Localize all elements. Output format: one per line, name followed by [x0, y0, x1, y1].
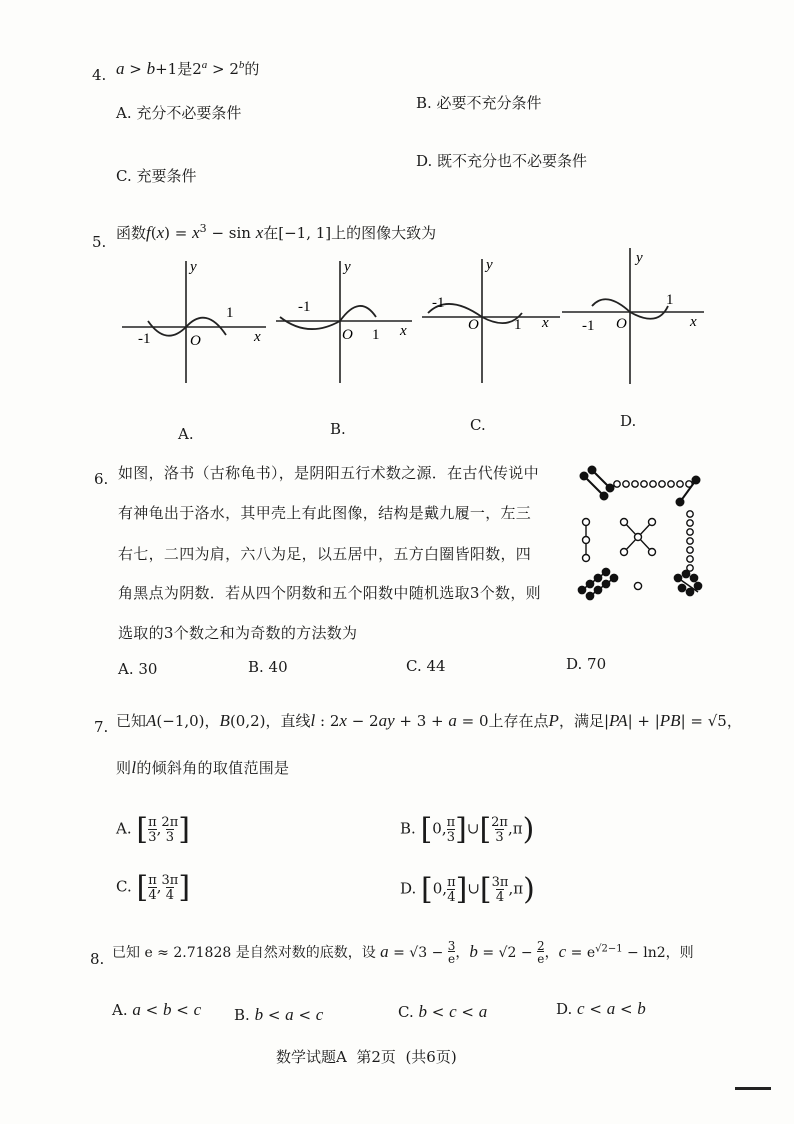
luoshu-figure: [572, 462, 722, 607]
svg-text:O: O: [342, 327, 353, 343]
q7-line-1: 已知A(−1,0)，B(0,2)，直线l : 2x − 2ay + 3 + a = 0上存在点P，满足|PA| + |PB| = √5，: [116, 711, 742, 730]
svg-text:O: O: [190, 333, 201, 349]
q4-number: 4.: [92, 66, 107, 84]
q6-line-5: 选取的3个数之和为奇数的方法数为: [118, 624, 358, 642]
svg-text:O: O: [616, 316, 627, 332]
q6-line-2: 有神龟出于洛水，其甲壳上有此图像，结构是戴九履一，左三: [118, 504, 532, 522]
footer-mark: [735, 1087, 771, 1090]
svg-text:y: y: [486, 257, 493, 273]
graph-a: [118, 255, 278, 390]
graph-b: [272, 255, 422, 390]
q8-option-d: D. c < a < b: [556, 999, 646, 1018]
page-footer: 数学试题A 第2页 (共6页): [276, 1048, 457, 1066]
svg-text:1: 1: [226, 305, 234, 321]
q6-option-a: A. 30: [118, 660, 158, 678]
q7-line-2: 则l的倾斜角的取值范围是: [116, 758, 290, 777]
q6-number: 6.: [94, 470, 109, 488]
q7-option-b: B. [0,π 3]∪[2π 3 ,π): [400, 812, 535, 847]
q5-stem: 函数$f(x) = x^3 - \sin x$在[−1, 1]上的图像大致为: [116, 222, 437, 242]
svg-text:x: x: [254, 329, 261, 345]
svg-text:y: y: [190, 259, 197, 275]
svg-text:y: y: [344, 259, 351, 275]
graph-a-label: A.: [178, 425, 194, 443]
q7-option-d: D. [0,π 4]∪[3π 4 ,π): [400, 872, 535, 907]
graph-b-label: B.: [330, 420, 346, 438]
q6-option-c: C. 44: [406, 657, 446, 675]
q4-option-a: A. 充分不必要条件: [116, 104, 242, 122]
graph-c: [418, 255, 568, 390]
svg-text:-1: -1: [298, 299, 311, 315]
q7-number: 7.: [94, 718, 109, 736]
q4-option-c: C. 充要条件: [116, 167, 197, 185]
q6-line-1: 如图，洛书（古称龟书），是阴阳五行术数之源．在古代传说中: [118, 464, 539, 482]
graph-d: [558, 244, 718, 394]
svg-text:-1: -1: [138, 331, 151, 347]
q4-option-b: B. 必要不充分条件: [416, 94, 542, 112]
graph-d-label: D.: [620, 412, 637, 430]
q6-option-d: D. 70: [566, 655, 607, 673]
q4-stem: a > b+1是$2^a > 2^b$的: [116, 59, 260, 78]
svg-text:1: 1: [514, 317, 522, 333]
q8-option-b: B. b < a < c: [234, 1005, 324, 1024]
svg-text:-1: -1: [432, 295, 445, 311]
q6-line-3: 右七，二四为肩，六八为足，以五居中，五方白圈皆阳数，四: [118, 545, 532, 563]
q8-option-a: A. a < b < c: [112, 1000, 202, 1019]
graph-c-label: C.: [470, 416, 486, 434]
q8-number: 8.: [90, 950, 105, 968]
q4-option-d: D. 既不充分也不必要条件: [416, 152, 588, 170]
q7-option-a: A. [π 3,2π 3 ]: [116, 812, 190, 847]
svg-text:x: x: [690, 314, 697, 330]
svg-text:1: 1: [372, 327, 380, 343]
svg-text:O: O: [468, 317, 479, 333]
q6-option-b: B. 40: [248, 658, 288, 676]
q6-line-4: 角黑点为阴数．若从四个阴数和五个阳数中随机选取3个数，则: [118, 584, 541, 602]
q7-option-c: C. [π 4,3π 4 ]: [116, 870, 191, 905]
svg-text:x: x: [400, 323, 407, 339]
svg-text:y: y: [636, 250, 643, 266]
svg-text:-1: -1: [582, 318, 595, 334]
q8-option-c: C. b < c < a: [398, 1002, 488, 1021]
q8-stem: 已知 e ≈ 2.71828 是自然对数的底数，设 a = √3 − 3 e，b = √2 − 2 e，$c = e^{√2-1} - \ln 2$，则: [112, 939, 694, 966]
svg-text:1: 1: [666, 292, 674, 308]
q5-number: 5.: [92, 233, 107, 251]
svg-text:x: x: [542, 315, 549, 331]
